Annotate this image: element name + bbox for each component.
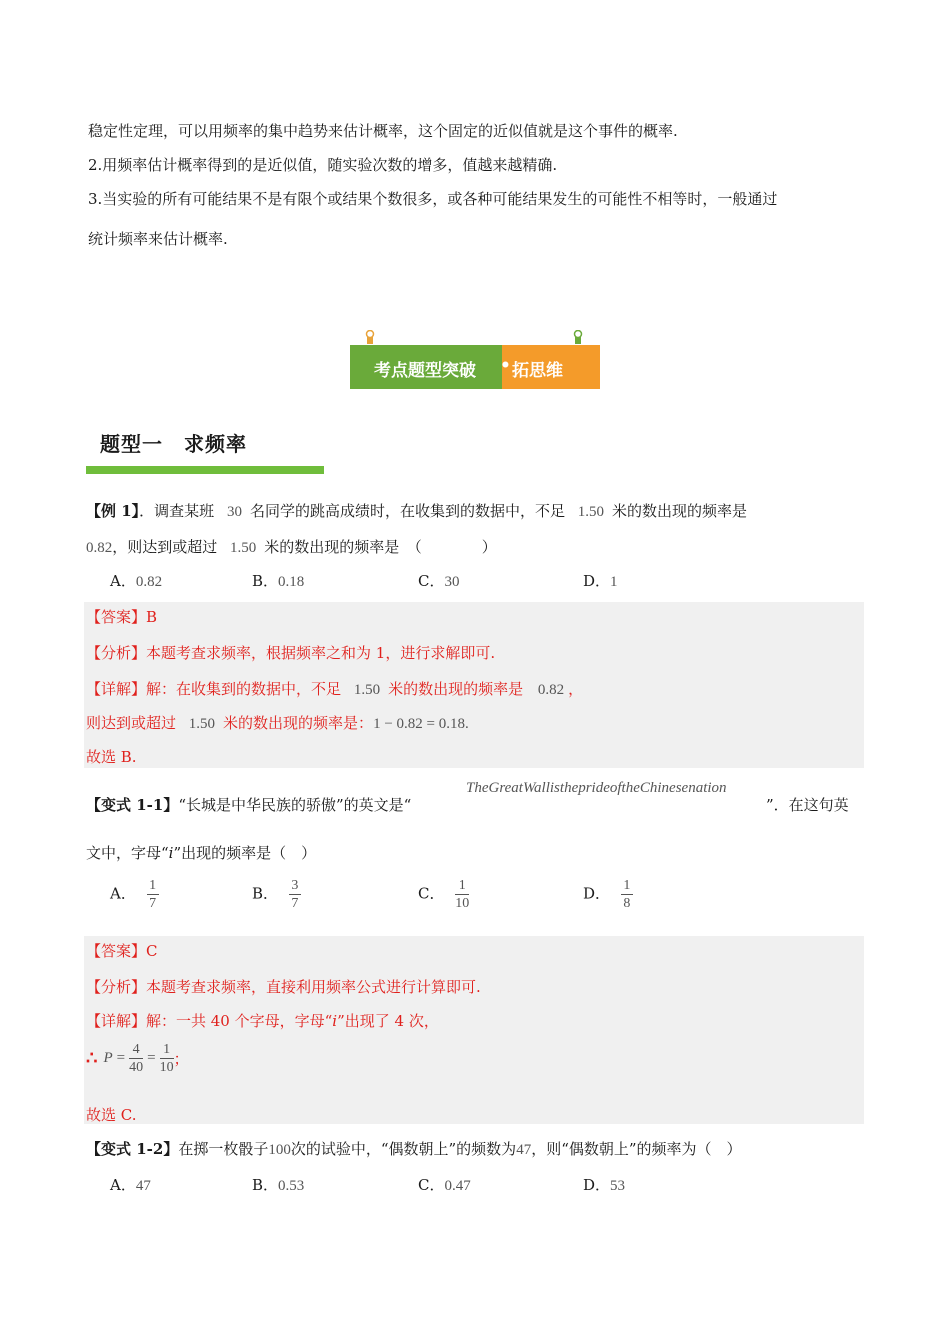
text: ，则“偶数朝上”的频率为（ ） (531, 1140, 742, 1158)
numerator: 1 (163, 1042, 171, 1057)
option-letter: B． (252, 572, 279, 590)
example-1-detail-line-1 (86, 678, 583, 699)
number: 0.82 (86, 540, 113, 556)
intro-line-1: 稳定性定理，可以用频率的集中趋势来估计概率，这个固定的近似值就是这个事件的概率. (88, 122, 678, 140)
intro-line-4: 统计频率来估计概率. (88, 230, 228, 248)
intro-line-3: 3.当实验的所有可能结果不是有限个或结果个数很多，或各种可能结果发生的可能性不相等时，一般通过 (88, 190, 778, 208)
option-letter: B． (252, 1176, 279, 1194)
variation-1-1-conclusion: 故选 C. (86, 1106, 137, 1124)
example-1-line-1 (86, 500, 747, 521)
number: 0.82 (537, 682, 565, 698)
variation-1-1-label: 【变式 1-1】 (86, 796, 179, 814)
text: 米的数出现的频率是 (388, 680, 524, 698)
variation-1-1-option-a (110, 878, 159, 911)
example-1-answer: 【答案】B (86, 608, 158, 626)
variation-1-1-line-2 (86, 842, 316, 863)
fraction (289, 878, 301, 911)
example-1-conclusion: 故选 B. (86, 748, 137, 766)
formula-p: P (103, 1050, 113, 1066)
clip-icon (572, 330, 584, 344)
text: 次的试验中，“偶数朝上”的频数为 (290, 1140, 517, 1158)
number: 100 (268, 1142, 291, 1158)
variation-1-1-detail (86, 1010, 439, 1031)
option-value: 1 (610, 574, 618, 590)
option-value: 0.47 (444, 1178, 471, 1194)
variation-1-2-option-a (110, 1174, 151, 1195)
example-1-analysis: 【分析】本题考查求频率，根据频率之和为 1，进行求解即可. (86, 644, 496, 662)
text: 解：在收集到的数据中，不足 (146, 680, 342, 698)
fraction (160, 1042, 174, 1075)
text: 在掷一枚骰子 (178, 1140, 269, 1158)
option-letter: C． (418, 884, 445, 903)
denominator: 10 (455, 896, 470, 911)
option-letter: A． (110, 572, 136, 590)
option-letter: A． (110, 1176, 136, 1194)
variation-1-2-option-b (252, 1174, 304, 1195)
variation-1-2-option-d (583, 1174, 625, 1195)
option-letter: C． (418, 572, 445, 590)
text: 米的数出现的频率是： (223, 714, 374, 732)
option-value: 0.53 (278, 1178, 305, 1194)
banner-dot: • (500, 356, 511, 376)
option-letter: B． (252, 884, 279, 903)
text: 米的数出现的频率是 （ ） (264, 538, 497, 556)
letter-i: i (168, 844, 174, 862)
clip-icon (364, 330, 376, 344)
semicolon: ； (173, 1050, 189, 1068)
text: 文中，字母“ (86, 844, 169, 862)
option-value: 0.18 (278, 574, 305, 590)
numerator: 3 (291, 878, 299, 893)
banner-left-text: 考点题型突破 (374, 361, 476, 381)
example-1-option-d (583, 570, 618, 591)
text: ，则达到或超过 (112, 538, 218, 556)
text: 名同学的跳高成绩时，在收集到的数据中，不足 (249, 502, 565, 520)
numerator: 1 (623, 878, 631, 893)
denominator: 8 (623, 896, 631, 911)
option-letter: D． (583, 1176, 611, 1194)
numerator: 1 (149, 878, 157, 893)
variation-1-1-option-c (418, 878, 469, 911)
option-letter: A． (110, 884, 136, 903)
text: ．调查某班 (139, 502, 215, 520)
variation-1-1-line-1 (86, 794, 411, 815)
text: ”出现了 4 次， (337, 1012, 439, 1030)
fraction (455, 878, 469, 911)
banner-right-text: 拓思维 (512, 361, 563, 381)
number: 1.50 (353, 682, 381, 698)
example-1-label: 【例 1】 (86, 502, 140, 520)
example-1-option-c (418, 570, 459, 591)
equals-sign: = (147, 1050, 156, 1066)
variation-1-1-answer: 【答案】C (86, 942, 158, 960)
variation-1-2-label: 【变式 1-2】 (86, 1140, 179, 1158)
section-heading: 题型一 求频率 (100, 432, 247, 456)
therefore-symbol: ∴ (86, 1048, 98, 1069)
variation-1-1-line-1-end: ”．在这句英 (766, 796, 849, 814)
equals-sign: = (116, 1050, 126, 1066)
option-value: 47 (135, 1178, 151, 1194)
english-sentence (466, 778, 727, 797)
text: 【详解】解：一共 40 个字母，字母“ (86, 1012, 333, 1030)
denominator: 7 (291, 896, 299, 911)
fraction (621, 878, 633, 911)
english-text: TheGreatWallistheprideoftheChinesenation (466, 780, 727, 796)
text: 则达到或超过 (86, 714, 177, 732)
probability-formula (86, 1042, 189, 1075)
text: 【详解】 (86, 680, 147, 698)
numerator: 1 (458, 878, 466, 893)
option-letter: D． (583, 572, 611, 590)
option-value: 30 (444, 574, 460, 590)
text: “长城是中华民族的骄傲”的英文是“ (178, 796, 412, 814)
heading-underline (86, 466, 324, 474)
text: ”出现的频率是（ ） (173, 844, 317, 862)
option-letter: D． (583, 884, 611, 903)
number: 1.50 (230, 540, 257, 556)
intro-line-2: 2.用频率估计概率得到的是近似值，随实验次数的增多，值越来越精确. (88, 156, 558, 174)
variation-1-2-option-c (418, 1174, 471, 1195)
example-1-line-2 (86, 536, 497, 557)
variation-1-1-option-b (252, 878, 301, 911)
variation-1-1-analysis: 【分析】本题考查求频率，直接利用频率公式进行计算即可. (86, 978, 481, 996)
fraction (129, 1042, 143, 1075)
number: 1.50 (188, 716, 216, 732)
section-banner (350, 345, 600, 389)
denominator: 40 (129, 1060, 144, 1075)
number: 30 (226, 504, 242, 520)
option-value: 53 (610, 1178, 626, 1194)
variation-1-2-line-1 (86, 1138, 742, 1159)
text: ， (568, 680, 584, 698)
example-1-option-b (252, 570, 304, 591)
denominator: 7 (149, 896, 157, 911)
numerator: 4 (132, 1042, 140, 1057)
variation-1-1-option-d (583, 878, 633, 911)
fraction (147, 878, 159, 911)
number: 47 (516, 1142, 532, 1158)
example-1-detail-line-2 (86, 712, 469, 733)
option-letter: C． (418, 1176, 445, 1194)
option-value: 0.82 (135, 574, 163, 590)
letter-i: i (332, 1012, 338, 1030)
formula: 1 − 0.82 = 0.18. (373, 716, 469, 732)
example-1-option-a (110, 570, 162, 591)
text: 米的数出现的频率是 (612, 502, 748, 520)
denominator: 10 (159, 1060, 174, 1075)
number: 1.50 (577, 504, 605, 520)
